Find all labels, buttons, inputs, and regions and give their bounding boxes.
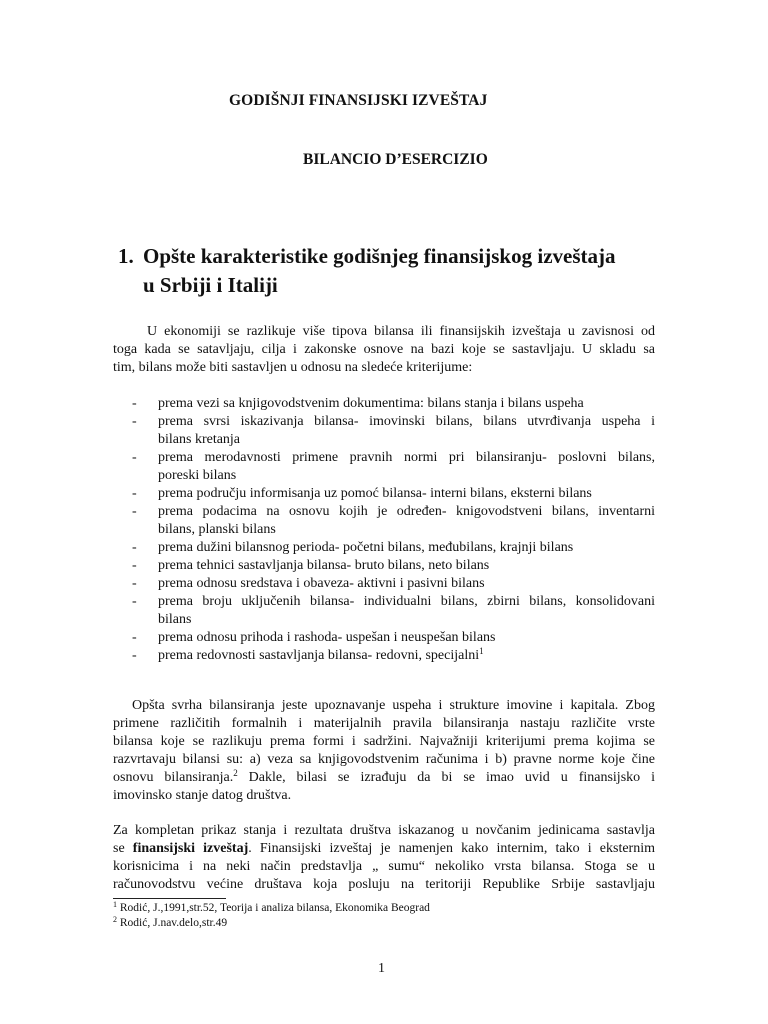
list-item-text [158,647,655,665]
paragraph-line: imovinsko stanje datog društva. [113,788,292,803]
paragraph-line: primene različitih formalnih i materijalnih pravila bilansiranja nastaju različite vrste [113,716,655,731]
paragraph-line: Opšta svrha bilansiranja jeste upoznavanje uspeha i strukture imovine i kapitala. Zbog [132,698,655,713]
footnote-text: Rodić, J.nav.delo,str.49 [117,917,228,929]
paragraph-intro [113,323,655,377]
footnote-text: Rodić, J.,1991,str.52, Teorija i analiza bilansa, Ekonomika Beograd [117,902,430,914]
list-item-text-cont: poreski bilans [158,468,237,483]
list-item [113,449,655,485]
paragraph-line: Za kompletan prikaz stanja i rezultata društva iskazanog u novčanim jedinicama sastavlja [113,823,655,838]
list-dash: - [132,594,137,609]
footnote-mark: 1 [113,900,117,909]
section-heading-line-1 [118,242,678,271]
list-item-text-cont: bilans [158,612,192,627]
footnote-2 [113,916,655,931]
list-item-text: prema vezi sa knjigovodstvenim dokumentima: bilans stanja i bilans uspeha [158,396,584,411]
list-dash: - [132,648,137,663]
list-item [113,575,655,593]
list-item-text: prema podacima na osnovu kojih je određen- knigovodstveni bilans, inventarni [158,504,655,519]
criteria-list [113,395,655,665]
list-dash: - [132,486,137,501]
list-item [113,413,655,449]
list-item-text: prema području informisanja uz pomoć bilansa- interni bilans, eksterni bilans [158,486,592,501]
paragraph-line-part: Dakle, bilasi se izrađuju da bi se imao uvid u finansijsko i [237,770,655,785]
paragraph-line: korisnicima i na neki način predstavlja „ sumu“ nekoliko vrsta bilansa. Stoga se u [113,859,655,874]
footnote-reference-1[interactable]: 1 [479,646,484,656]
paragraph-purpose [113,697,655,805]
paragraph-line [113,840,655,858]
paragraph-line [113,769,655,787]
list-dash: - [132,630,137,645]
paragraph-line: U ekonomiji se razlikuje više tipova bilansa ili finansijskih izveštaja u zavisnosi od [147,324,655,339]
list-dash: - [132,414,137,429]
section-number: 1. [118,244,134,268]
paragraph-line-part: osnovu bilansiranja. [113,770,234,785]
footnote-1 [113,901,655,916]
list-item [113,647,655,665]
section-title-line-1: Opšte karakteristike godišnjeg finansijskog izveštaja [143,244,616,268]
paragraph-line-part: se [113,841,133,856]
section-heading [118,242,678,300]
page-number: 1 [378,961,385,976]
document-subtitle: BILANCIO D’ESERCIZIO [303,151,488,168]
list-item [113,557,655,575]
list-item [113,629,655,647]
list-item-text: prema odnosu prihoda i rashoda- uspešan i neuspešan bilans [158,630,496,645]
list-item-text: prema dužini bilansnog perioda- početni bilans, međubilans, krajnji bilans [158,540,574,555]
list-item-text: prema odnosu sredstava i obaveza- aktivni i pasivni bilans [158,576,485,591]
list-dash: - [132,450,137,465]
list-item [113,485,655,503]
list-dash: - [132,504,137,519]
list-item-text-main: prema redovnosti sastavljanja bilansa- redovni, specijalni [158,648,480,663]
list-item-text: prema tehnici sastavljanja bilansa- bruto bilans, neto bilans [158,558,490,573]
paragraph-financial-report [113,822,655,894]
list-item-text-cont: bilans, planski bilans [158,522,276,537]
paragraph-line: tim, bilans može biti sastavljen u odnosu na sledeće kriterijume: [113,360,473,375]
list-item [113,503,655,539]
list-item-text-cont: bilans kretanja [158,432,241,447]
paragraph-line-part: . Finansijski izveštaj je namenjen kako internim, tako i eksternim [248,841,655,856]
document-title: GODIŠNJI FINANSIJSKI IZVEŠTAJ [229,92,488,109]
paragraph-line: toga kada se satavljaju, cilja i zakonske osnove na bazi koje se sastavljaju. U skladu sa [113,342,655,357]
list-dash: - [132,576,137,591]
footnote-separator [113,898,226,899]
paragraph-line: razvrtavaju bilansi su: a) veza sa knjigovodstvenim računima i b) pravne norme koje čine [113,752,655,767]
list-item [113,539,655,557]
footnote-mark: 2 [113,915,117,924]
footnotes [113,901,655,931]
paragraph-line: bilansa koje se razlikuju prema formi i sadržini. Najvažniji kriterijumi prema kojima se [113,734,655,749]
list-item [113,395,655,413]
paragraph-line: računovodstvu većine društava koja posluju na teritoriji Republike Srbije sastavljaju [113,877,655,892]
footnote-reference-2[interactable]: 2 [233,768,238,778]
list-dash: - [132,396,137,411]
list-item-text: prema broju uključenih bilansa- individualni bilans, zbirni bilans, konsolidovani [158,594,655,609]
bold-term: finansijski izveštaj [132,841,249,856]
list-dash: - [132,540,137,555]
list-item-text: prema svrsi iskazivanja bilansa- imovinski bilans, bilans utvrđivanja uspeha i [158,414,655,429]
list-item [113,593,655,629]
list-dash: - [132,558,137,573]
list-item-text: prema merodavnosti primene pravnih normi pri bilansiranju- poslovni bilans, [158,450,655,465]
section-title-line-2: u Srbiji i Italiji [143,273,278,297]
